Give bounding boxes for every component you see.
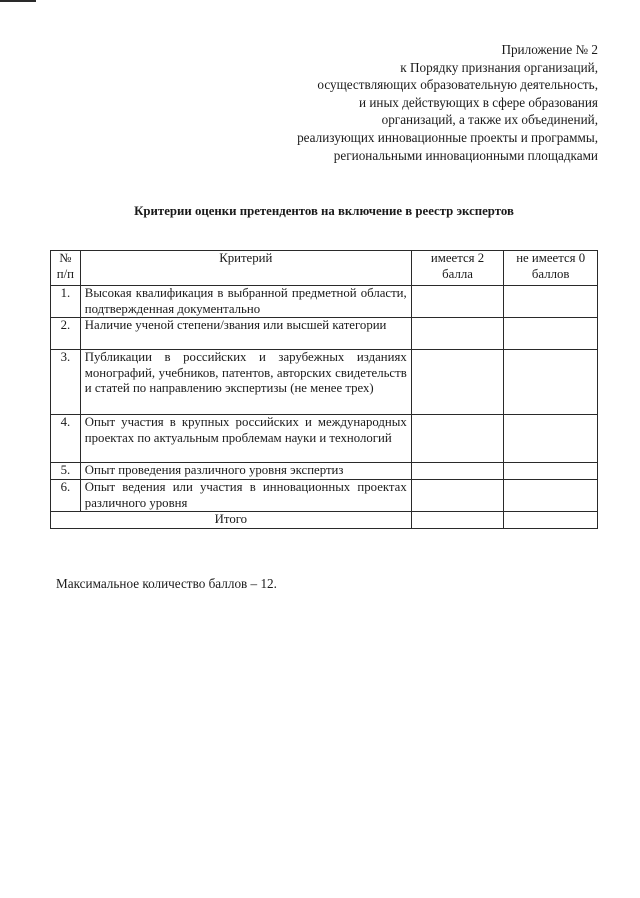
- header-has: имеется 2 балла: [411, 251, 504, 286]
- row-has-not-cell: [504, 480, 598, 512]
- row-num: 5.: [51, 463, 81, 480]
- row-has-not-cell: [504, 286, 598, 318]
- row-criterion: Опыт участия в крупных российских и международных проектах по актуальным проблемам науки и технологий: [80, 415, 411, 463]
- row-has-not-cell: [504, 350, 598, 415]
- table-row: [51, 318, 598, 350]
- table-row: [51, 480, 598, 512]
- row-has-not-cell: [504, 415, 598, 463]
- criteria-table: [50, 250, 598, 529]
- total-has-cell: [411, 512, 504, 529]
- row-has-cell: [411, 286, 504, 318]
- header-criterion: Критерий: [80, 251, 411, 286]
- appendix-line: организаций, а также их объединений,: [381, 112, 598, 128]
- row-num: 6.: [51, 480, 81, 512]
- appendix-header: [178, 41, 598, 164]
- row-criterion: Наличие ученой степени/звания или высшей категории: [80, 318, 411, 350]
- row-has-cell: [411, 350, 504, 415]
- table-header-row: [51, 251, 598, 286]
- document-title: Критерии оценки претендентов на включение в реестр экспертов: [134, 204, 514, 218]
- row-criterion: Опыт ведения или участия в инновационных проектах различного уровня: [80, 480, 411, 512]
- row-has-cell: [411, 415, 504, 463]
- appendix-line: к Порядку признания организаций,: [400, 59, 598, 75]
- row-num: 3.: [51, 350, 81, 415]
- appendix-line: реализующих инновационные проекты и программы,: [297, 129, 598, 145]
- table-row: [51, 463, 598, 480]
- total-row: [51, 512, 598, 529]
- row-num: 2.: [51, 318, 81, 350]
- row-has-cell: [411, 480, 504, 512]
- appendix-line: и иных действующих в сфере образования: [358, 94, 598, 110]
- table-row: [51, 286, 598, 318]
- row-has-cell: [411, 463, 504, 480]
- header-has-not: не имеется 0 баллов: [504, 251, 598, 286]
- max-score-note: Максимальное количество баллов – 12.: [56, 576, 277, 591]
- row-criterion: Высокая квалификация в выбранной предметной области, подтвержденная документально: [80, 286, 411, 318]
- row-criterion: Опыт проведения различного уровня экспертиз: [80, 463, 411, 480]
- total-has-not-cell: [504, 512, 598, 529]
- table-row: [51, 415, 598, 463]
- row-num: 1.: [51, 286, 81, 318]
- header-num: № п/п: [51, 251, 81, 286]
- scan-corner-mark: [0, 0, 36, 2]
- row-criterion: Публикации в российских и зарубежных изданиях монографий, учебников, патентов, авторских свидетельств и статей по направлению экспертизы (не менее трех): [80, 350, 411, 415]
- appendix-line: региональными инновационными площадками: [333, 147, 598, 163]
- table-row: [51, 350, 598, 415]
- row-has-not-cell: [504, 318, 598, 350]
- appendix-line: Приложение № 2: [501, 42, 598, 57]
- row-has-not-cell: [504, 463, 598, 480]
- total-label: Итого: [51, 512, 412, 529]
- row-num: 4.: [51, 415, 81, 463]
- appendix-line: осуществляющих образовательную деятельность,: [317, 77, 598, 93]
- row-has-cell: [411, 318, 504, 350]
